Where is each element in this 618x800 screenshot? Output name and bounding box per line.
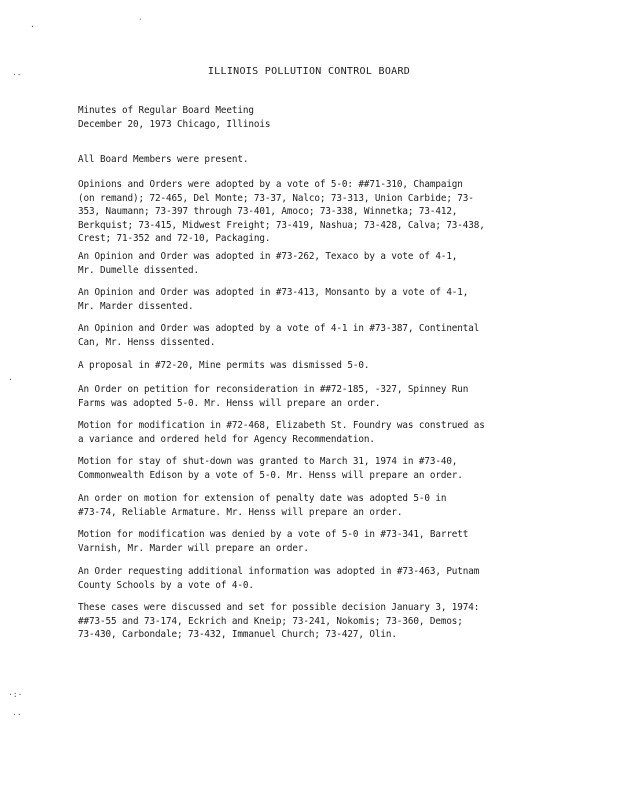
scan-speck: · bbox=[8, 375, 13, 384]
paragraph-spinney-run: An Order on petition for reconsideration in ##72-185, -327, Spinney Run Farms was adopted 5-0. Mr. Henss will prepare an order. bbox=[78, 384, 469, 409]
paragraph-attendance: All Board Members were present. bbox=[78, 154, 249, 165]
paragraph-continental-can: An Opinion and Order was adopted by a vote of 4-1 in #73-387, Continental Can, Mr. Henss dissented. bbox=[78, 323, 480, 348]
meeting-header bbox=[78, 104, 530, 131]
scan-speck: · bbox=[30, 22, 35, 31]
paragraph-commonwealth-edison: Motion for stay of shut-down was granted to March 31, 1974 in #73-40, Commonwealth Edison by a vote of 5-0. Mr. Henss will prepare an order. bbox=[78, 456, 463, 481]
meeting-date-location: December 20, 1973 Chicago, Illinois bbox=[78, 118, 271, 130]
paragraph-elizabeth-st: Motion for modification in #72-468, Elizabeth St. Foundry was construed as a variance and ordered held for Agency Recommendation. bbox=[78, 420, 485, 445]
paragraph-reliable-armature: An order on motion for extension of penalty date was adopted 5-0 in #73-74, Reliable Armature. Mr. Henss will prepare an order. bbox=[78, 493, 447, 518]
paragraph-barrett-varnish: Motion for modification was denied by a vote of 5-0 in #73-341, Barrett Varnish, Mr. Marder will prepare an order. bbox=[78, 529, 469, 554]
meeting-type: Minutes of Regular Board Meeting bbox=[78, 105, 254, 116]
paragraph-mine-permits: A proposal in #72-20, Mine permits was dismissed 5-0. bbox=[78, 360, 370, 371]
paragraph-texaco: An Opinion and Order was adopted in #73-262, Texaco by a vote of 4-1, Mr. Dumelle dissented. bbox=[78, 251, 458, 276]
document-title: ILLINOIS POLLUTION CONTROL BOARD bbox=[207, 66, 411, 77]
scan-speck: ·· bbox=[12, 710, 22, 719]
paragraph-cases-discussed: These cases were discussed and set for possible decision January 3, 1974: ##73-55 and 73-174, Eckrich and Kneip; 73-241, Nokomis; 73-360, Demos; 73-430, Carbondale; 73-432, Immanuel Church; 73-427, Olin. bbox=[78, 602, 480, 640]
paragraph-monsanto: An Opinion and Order was adopted in #73-413, Monsanto by a vote of 4-1, Mr. Marder dissented. bbox=[78, 287, 469, 312]
scan-speck: ·:· bbox=[8, 690, 23, 699]
paragraph-adopted-opinions: Opinions and Orders were adopted by a vote of 5-0: ##71-310, Champaign (on remand); 72-465, Del Monte; 73-37, Nalco; 73-313, Union Carbide; 73- 353, Naumann; 73-397 through 73-401, Amoco; 73-338, Winnetka; 73-412, Berkquist; 73-415, Midwest Freight; 73-419, Nashua; 73-428, Calva; 73-438, Crest; 71-352 and 72-10, Packaging. bbox=[78, 179, 485, 244]
scan-speck: ˊ bbox=[138, 18, 143, 27]
scan-speck: ·- bbox=[12, 70, 22, 79]
paragraph-putnam-schools: An Order requesting additional information was adopted in #73-463, Putnam County Schools by a vote of 4-0. bbox=[78, 566, 480, 591]
